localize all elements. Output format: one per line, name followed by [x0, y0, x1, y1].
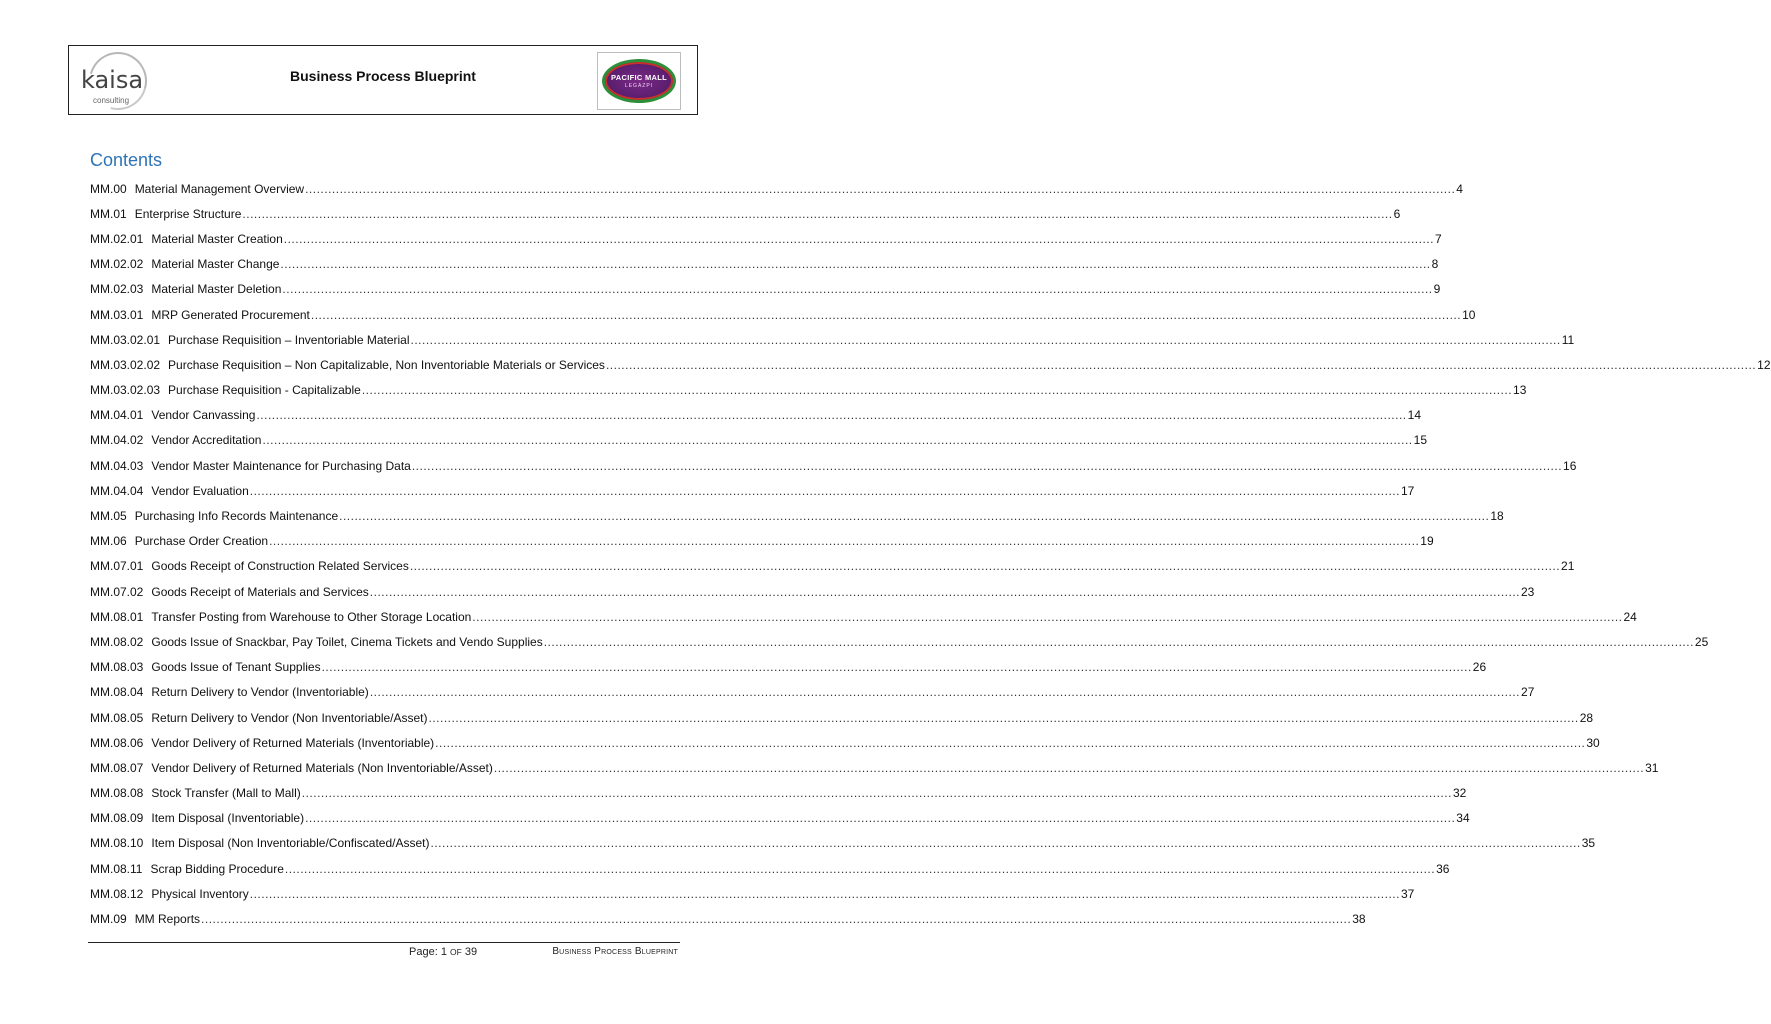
toc-entry-title: MRP Generated Procurement: [151, 307, 310, 322]
toc-entry-code: MM.03.02.02: [90, 357, 161, 372]
toc-entry-title: Vendor Delivery of Returned Materials (Inventoriable): [151, 735, 435, 750]
toc-entry-title: Purchase Order Creation: [134, 534, 269, 549]
toc-entry-code: MM.09: [90, 912, 127, 927]
toc-dot-leader: ............................................................................................................................................................................................................................................................................................................: [242, 206, 1393, 221]
toc-entry-page: 24: [1623, 609, 1637, 624]
toc-entry-title: Vendor Master Maintenance for Purchasing Data: [151, 458, 411, 473]
toc-entry-code: MM.02.01: [90, 231, 144, 246]
toc-dot-leader: ............................................................................................................................................................................................................................................................................................................: [280, 257, 1431, 272]
toc-entry-title: Vendor Delivery of Returned Materials (Non Inventoriable/Asset): [151, 760, 493, 775]
toc-entry-code: MM.08.06: [90, 735, 144, 750]
toc-entry-code: MM.00: [90, 181, 127, 196]
toc-entry-page: 36: [1436, 861, 1450, 876]
toc-entry-page: 25: [1694, 634, 1709, 649]
toc-entry-title: Return Delivery to Vendor (Inventoriable): [151, 685, 369, 700]
page-of: OF: [450, 947, 462, 957]
toc-dot-leader: ............................................................................................................................................................................................................................................................................................................: [256, 408, 1407, 423]
toc-dot-leader: ............................................................................................................................................................................................................................................................................................................: [409, 559, 1561, 574]
toc-entry-page: 32: [1452, 786, 1467, 801]
toc-dot-leader: ............................................................................................................................................................................................................................................................................................................: [361, 383, 1513, 398]
toc-entry-code: MM.04.04: [90, 483, 144, 498]
toc-entry[interactable]: [90, 403, 1421, 428]
toc-entry-page: 27: [1521, 685, 1535, 700]
toc-entry-page: 30: [1586, 735, 1600, 750]
toc-entry-code: MM.03.01: [90, 307, 144, 322]
pacific-mall-logo: [597, 52, 681, 110]
toc-entry-code: MM.02.03: [90, 282, 144, 297]
toc-entry-title: Purchase Requisition – Non Capitalizable, Non Inventoriable Materials or Services: [168, 357, 605, 372]
toc-entry[interactable]: [90, 881, 1415, 906]
toc-entry-code: MM.04.02: [90, 433, 144, 448]
toc-entry-title: Material Management Overview: [134, 181, 305, 196]
toc-entry[interactable]: [90, 327, 1575, 352]
toc-entry[interactable]: [90, 554, 1575, 579]
toc-entry-page: 31: [1645, 760, 1659, 775]
toc-entry-code: MM.03.02.01: [90, 332, 161, 347]
toc-entry-code: MM.05: [90, 509, 127, 524]
toc-entry-title: Transfer Posting from Warehouse to Other Storage Location: [151, 609, 472, 624]
toc-entry-page: 21: [1561, 559, 1575, 574]
toc-entry-page: 34: [1456, 811, 1470, 826]
toc-entry-page: 14: [1407, 408, 1421, 423]
toc-entry[interactable]: [90, 906, 1366, 931]
toc-entry[interactable]: [90, 856, 1450, 881]
toc-dot-leader: ............................................................................................................................................................................................................................................................................................................: [493, 760, 1645, 775]
toc-entry-code: MM.04.01: [90, 408, 144, 423]
toc-entry-title: Goods Issue of Tenant Supplies: [151, 660, 321, 675]
toc-entry-page: 8: [1431, 257, 1439, 272]
toc-entry[interactable]: [90, 277, 1441, 302]
toc-entry[interactable]: [90, 478, 1415, 503]
toc-entry-title: Purchase Requisition - Capitalizable: [168, 383, 361, 398]
toc-dot-leader: ............................................................................................................................................................................................................................................................................................................: [339, 509, 1490, 524]
toc-entry-title: Purchasing Info Records Maintenance: [134, 509, 339, 524]
toc-entry-title: Material Master Deletion: [151, 282, 282, 297]
toc-entry-title: Item Disposal (Inventoriable): [151, 811, 305, 826]
toc-entry[interactable]: [90, 680, 1535, 705]
toc-entry[interactable]: [90, 378, 1527, 403]
toc-entry-page: 26: [1472, 660, 1487, 675]
toc-dot-leader: ............................................................................................................................................................................................................................................................................................................: [321, 660, 1472, 675]
toc-entry-page: 15: [1413, 433, 1427, 448]
toc-entry-title: MM Reports: [134, 912, 201, 927]
toc-entry-title: Enterprise Structure: [134, 206, 242, 221]
toc-dot-leader: ............................................................................................................................................................................................................................................................................................................: [310, 307, 1462, 322]
toc-dot-leader: ............................................................................................................................................................................................................................................................................................................: [435, 735, 1586, 750]
toc-entry-code: MM.08.03: [90, 660, 144, 675]
toc-entry[interactable]: [90, 755, 1659, 780]
page-label: Page:: [409, 946, 438, 958]
toc-entry-code: MM.08.09: [90, 811, 144, 826]
contents-heading: Contents: [90, 150, 163, 170]
toc-entry-page: 13: [1513, 383, 1527, 398]
toc-dot-leader: ............................................................................................................................................................................................................................................................................................................: [472, 609, 1623, 624]
toc-entry-code: MM.01: [90, 206, 127, 221]
page-total: 39: [464, 946, 478, 958]
toc-entry-page: 18: [1490, 509, 1504, 524]
toc-dot-leader: ............................................................................................................................................................................................................................................................................................................: [249, 886, 1400, 901]
toc-entry-code: MM.06: [90, 534, 127, 549]
toc-entry-page: 16: [1563, 458, 1577, 473]
toc-entry-page: 38: [1352, 912, 1366, 927]
toc-entry-code: MM.08.05: [90, 710, 144, 725]
toc-entry-title: Purchase Requisition – Inventoriable Material: [168, 332, 410, 347]
pacific-mall-name: PACIFIC MALL: [611, 73, 667, 82]
toc-entry-title: Goods Receipt of Materials and Services: [151, 584, 369, 599]
toc-entry-code: MM.07.01: [90, 559, 144, 574]
toc-dot-leader: ............................................................................................................................................................................................................................................................................................................: [430, 836, 1581, 851]
toc-entry-code: MM.08.08: [90, 786, 144, 801]
toc-dot-leader: ............................................................................................................................................................................................................................................................................................................: [301, 786, 1452, 801]
toc-dot-leader: ............................................................................................................................................................................................................................................................................................................: [411, 458, 1563, 473]
toc-entry-page: 9: [1433, 282, 1441, 297]
toc-entry[interactable]: [90, 629, 1709, 654]
toc-dot-leader: ............................................................................................................................................................................................................................................................................................................: [410, 332, 1561, 347]
toc-entry-page: 11: [1561, 332, 1575, 347]
toc-entry[interactable]: [90, 806, 1470, 831]
toc-dot-leader: ............................................................................................................................................................................................................................................................................................................: [282, 282, 1433, 297]
logo-wordmark: kaisa: [81, 66, 144, 94]
pacific-mall-location: LEGAZPI: [624, 83, 654, 89]
toc-entry-page: 28: [1579, 710, 1594, 725]
toc-dot-leader: ............................................................................................................................................................................................................................................................................................................: [605, 357, 1757, 372]
toc-entry[interactable]: [90, 781, 1467, 806]
toc-dot-leader: ............................................................................................................................................................................................................................................................................................................: [428, 710, 1579, 725]
toc-entry-title: Physical Inventory: [151, 886, 249, 901]
toc-entry-code: MM.08.07: [90, 760, 144, 775]
toc-entry[interactable]: [90, 453, 1577, 478]
toc-entry-page: 4: [1456, 181, 1463, 196]
toc-entry[interactable]: [90, 705, 1594, 730]
toc-entry-title: Material Master Creation: [151, 231, 283, 246]
toc-entry[interactable]: [90, 503, 1504, 528]
toc-entry-title: Goods Receipt of Construction Related Services: [151, 559, 409, 574]
toc-entry-title: Scrap Bidding Procedure: [150, 861, 284, 876]
toc-entry-code: MM.08.01: [90, 609, 144, 624]
toc-entry-code: MM.07.02: [90, 584, 144, 599]
toc-entry[interactable]: [90, 176, 1463, 201]
toc-dot-leader: ............................................................................................................................................................................................................................................................................................................: [262, 433, 1413, 448]
toc-entry[interactable]: [90, 252, 1439, 277]
toc-dot-leader: ............................................................................................................................................................................................................................................................................................................: [269, 534, 1420, 549]
page-current: 1: [440, 946, 447, 958]
toc-dot-leader: ............................................................................................................................................................................................................................................................................................................: [249, 483, 1400, 498]
toc-dot-leader: ............................................................................................................................................................................................................................................................................................................: [283, 231, 1434, 246]
footer-document-title: Business Process Blueprint: [552, 946, 678, 957]
toc-entry[interactable]: [90, 831, 1596, 856]
toc-entry-code: MM.03.02.03: [90, 383, 161, 398]
toc-entry-page: 10: [1462, 307, 1476, 322]
toc-entry[interactable]: [90, 428, 1427, 453]
logo-subtitle: consulting: [93, 96, 130, 105]
toc-entry-title: Stock Transfer (Mall to Mall): [151, 786, 301, 801]
toc-dot-leader: ............................................................................................................................................................................................................................................................................................................: [201, 912, 1352, 927]
toc-entry-title: Vendor Evaluation: [151, 483, 249, 498]
toc-entry-page: 19: [1420, 534, 1434, 549]
toc-entry[interactable]: [90, 655, 1487, 680]
toc-entry-page: 23: [1521, 584, 1535, 599]
footer-divider: [88, 942, 680, 943]
toc-entry-page: 17: [1400, 483, 1415, 498]
toc-entry-code: MM.08.11: [90, 861, 143, 876]
footer-page-number: [409, 946, 477, 958]
toc-dot-leader: ............................................................................................................................................................................................................................................................................................................: [305, 811, 1456, 826]
toc-entry[interactable]: [90, 529, 1434, 554]
toc-entry-title: Vendor Canvassing: [151, 408, 256, 423]
toc-dot-leader: ............................................................................................................................................................................................................................................................................................................: [284, 861, 1436, 876]
toc-entry[interactable]: [90, 730, 1600, 755]
toc-entry-title: Return Delivery to Vendor (Non Inventoriable/Asset): [151, 710, 428, 725]
toc-entry-code: MM.08.12: [90, 886, 144, 901]
toc-entry[interactable]: [90, 201, 1401, 226]
toc-dot-leader: ............................................................................................................................................................................................................................................................................................................: [369, 685, 1521, 700]
toc-entry-code: MM.08.02: [90, 634, 144, 649]
toc-entry[interactable]: [90, 352, 1771, 377]
toc-entry-code: MM.04.03: [90, 458, 144, 473]
document-header: [68, 45, 698, 115]
toc-entry-page: 12: [1757, 357, 1771, 372]
document-title: Business Process Blueprint: [290, 68, 476, 84]
toc-entry[interactable]: [90, 579, 1535, 604]
toc-entry-page: 37: [1400, 886, 1415, 901]
toc-entry-title: Goods Issue of Snackbar, Pay Toilet, Cinema Tickets and Vendo Supplies: [151, 634, 543, 649]
table-of-contents: [90, 176, 1771, 932]
toc-entry-page: 7: [1434, 231, 1442, 246]
toc-dot-leader: ............................................................................................................................................................................................................................................................................................................: [543, 634, 1694, 649]
toc-entry-title: Item Disposal (Non Inventoriable/Confiscated/Asset): [151, 836, 430, 851]
toc-entry[interactable]: [90, 302, 1476, 327]
toc-entry[interactable]: [90, 604, 1637, 629]
toc-entry-code: MM.02.02: [90, 257, 144, 272]
toc-dot-leader: ............................................................................................................................................................................................................................................................................................................: [369, 584, 1520, 599]
pacific-mall-emblem: [602, 59, 676, 103]
toc-entry-code: MM.08.10: [90, 836, 144, 851]
toc-entry-page: 6: [1393, 206, 1401, 221]
toc-entry-code: MM.08.04: [90, 685, 144, 700]
toc-entry-page: 35: [1581, 836, 1596, 851]
toc-entry-title: Vendor Accreditation: [151, 433, 262, 448]
toc-entry[interactable]: [90, 226, 1442, 251]
toc-dot-leader: ............................................................................................................................................................................................................................................................................................................: [305, 181, 1456, 196]
toc-entry-title: Material Master Change: [151, 257, 280, 272]
